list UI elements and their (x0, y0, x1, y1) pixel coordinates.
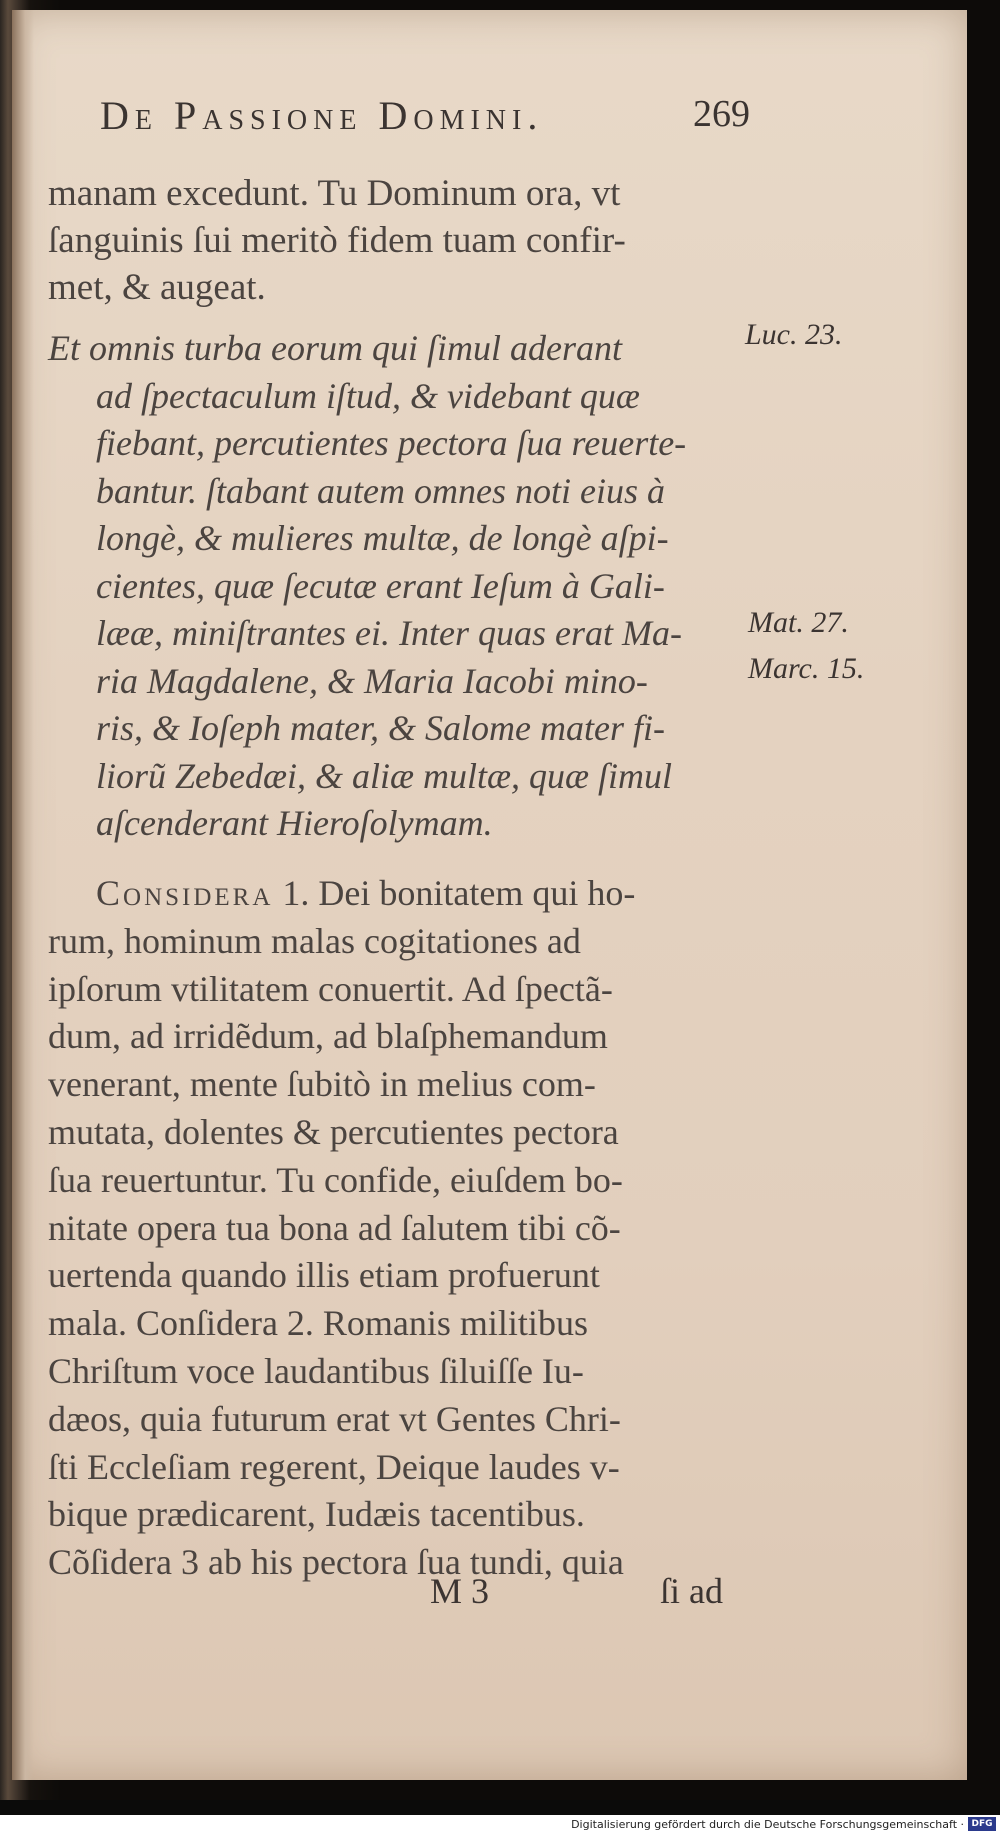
text-line: venerant, mente ſubitò in melius com- (48, 1064, 596, 1105)
text-line (48, 870, 738, 918)
scripture-line: lææ, miniſtrantes ei. Inter quas erat Ma- (96, 613, 682, 653)
text-line: dæos, quia futurum erat vt Gentes Chri- (48, 1398, 621, 1439)
text-line: ipſorum vtilitatem conuertit. Ad ſpectã- (48, 968, 613, 1009)
text-line: Cõſidera 3 ab his pectora ſua tundi, quia (48, 1542, 624, 1583)
signature-mark: M 3 (430, 1571, 490, 1611)
scripture-line: cientes, quæ ſecutæ erant Ieſum à Gali- (96, 565, 665, 606)
text-line: ſti Eccleſiam regerent, Deique laudes v- (48, 1446, 620, 1487)
scripture-passage (48, 325, 738, 848)
intro-paragraph (48, 170, 738, 311)
text-line: nitate opera tua bona ad ſalutem tibi cõ- (48, 1207, 621, 1248)
scripture-line: liorũ Zebedæi, & aliæ multæ, quæ ſimul (96, 755, 673, 796)
scripture-line: fiebant, percutientes pectora ſua reuerte- (96, 423, 687, 463)
considera-lead: Considera (96, 873, 274, 913)
text-line: Chriſtum voce laudantibus ſiluiſſe Iu- (48, 1350, 584, 1391)
text-line: ſua reuertuntur. Tu confide, eiuſdem bo- (48, 1159, 623, 1200)
text-line: rum, hominum malas cogitationes ad (48, 920, 581, 961)
text-line: met, & augeat. (48, 267, 266, 308)
margin-reference-luke: Luc. 23. (745, 318, 843, 351)
catchword: ſi ad (660, 1571, 723, 1611)
margin-reference-matthew: Mat. 27. (748, 606, 849, 639)
scripture-line: aſcenderant Hieroſolymam. (96, 803, 493, 843)
dfg-logo-icon: DFG (968, 1817, 996, 1831)
text-line: ſanguinis ſui meritò fidem tuam confir- (48, 220, 626, 261)
scripture-line: ris, & Ioſeph mater, & Salome mater fi- (96, 708, 665, 748)
text-line: manam excedunt. Tu Dominum ora, vt (48, 173, 621, 214)
scripture-line: ria Magdalene, & Maria Iacobi mino- (96, 660, 648, 701)
text-line: mala. Conſidera 2. Romanis militibus (48, 1303, 588, 1344)
scripture-line: Et omnis turba eorum qui ſimul aderant (48, 328, 622, 368)
meditation-paragraph (48, 870, 738, 1587)
running-header (100, 92, 750, 139)
margin-reference-mark: Marc. 15. (748, 652, 865, 685)
first-line-text: 1. Dei bonitatem qui ho- (273, 873, 636, 913)
scripture-line: longè, & mulieres multæ, de longè aſpi- (96, 518, 669, 558)
page-gutter (12, 10, 34, 1780)
text-line: bique prædicarent, Iudæis tacentibus. (48, 1494, 585, 1535)
page-number: 269 (693, 93, 750, 135)
text-line: dum, ad irridẽdum, ad blaſphemandum (48, 1016, 608, 1057)
scripture-line: bantur. ſtabant autem omnes noti eius à (96, 470, 665, 511)
scripture-line: ad ſpectaculum iſtud, & videbant quæ (96, 375, 640, 416)
digitization-notice: Digitalisierung gefördert durch die Deutsche Forschungsgemeinschaft · (571, 1818, 964, 1831)
text-line: mutata, dolentes & percutientes pectora (48, 1111, 619, 1152)
text-line: uertenda quando illis etiam profuerunt (48, 1255, 600, 1296)
running-title: De Passione Domini. (100, 93, 544, 138)
